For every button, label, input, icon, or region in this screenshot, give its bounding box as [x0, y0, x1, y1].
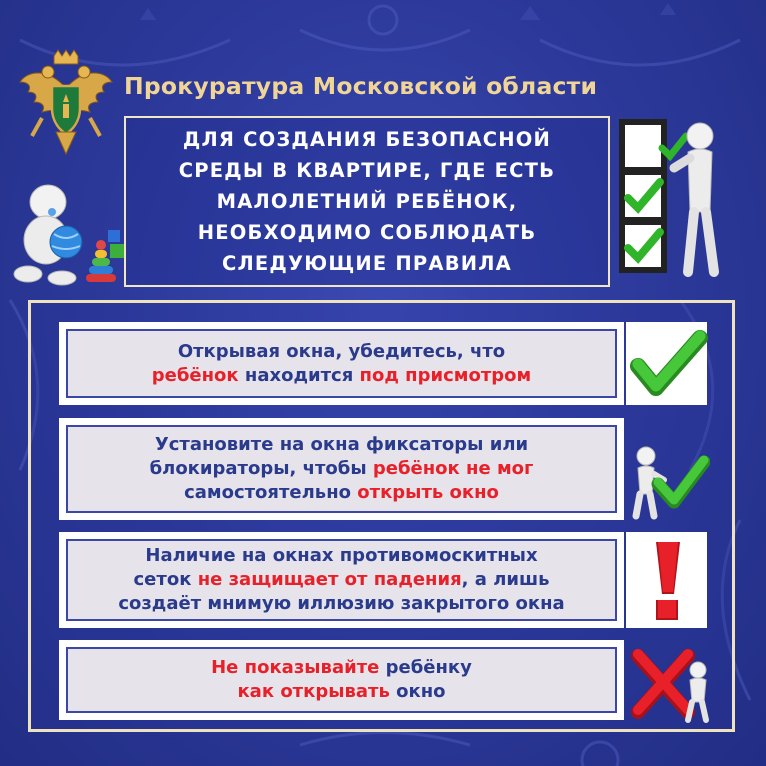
rule-text-4 — [211, 656, 472, 704]
rule-card-3 — [59, 532, 624, 628]
intro-box — [124, 116, 610, 287]
rule-card-inner — [66, 539, 617, 621]
rule-text-2 — [150, 433, 534, 505]
rule-card-inner — [66, 329, 617, 398]
rule-3-line-3: создаёт мнимую иллюзию закрытого окна — [118, 593, 565, 614]
checkmark-icon — [628, 326, 708, 406]
rule-2-highlight-child-cannot: ребёнок не мог — [372, 458, 534, 479]
rule-4-highlight-do-not-show: Не показывайте — [211, 657, 380, 678]
person-cross-icon — [630, 644, 714, 724]
rule-4-highlight-how-to-open: как открывать — [237, 681, 390, 702]
person-checkmark-icon — [626, 438, 710, 522]
prosecutor-emblem-icon — [18, 48, 114, 156]
rule-card-inner — [66, 647, 617, 713]
rule-4-line-2-end: окно — [389, 681, 446, 702]
rule-card-4 — [59, 640, 624, 720]
rule-card-2 — [59, 418, 624, 520]
rule-1-highlight-supervision: под присмотром — [359, 364, 532, 386]
rule-1-line-1: Открывая окна, убедитесь, что — [177, 340, 506, 362]
rule-2-line-3-start: самостоятельно — [184, 482, 358, 503]
rule-2-line-2-start: блокираторы, чтобы — [149, 458, 373, 479]
rule-card-1 — [59, 322, 624, 405]
rule-3-line-2-end: , а лишь — [461, 569, 550, 590]
baby-with-toys-illustration — [12, 182, 128, 292]
rule-text-3 — [118, 544, 564, 616]
rule-3-line-1: Наличие на окнах противомоскитных — [145, 545, 538, 566]
checklist-person-illustration — [614, 118, 724, 288]
rule-1-highlight-child: ребёнок — [151, 364, 239, 386]
rule-2-line-1: Установите на окна фиксаторы или — [154, 434, 529, 455]
exclamation-icon — [630, 538, 706, 624]
rule-3-line-2-start: сеток — [133, 569, 198, 590]
rule-2-highlight-open-window: открыть окно — [357, 482, 499, 503]
intro-text: ДЛЯ СОЗДАНИЯ БЕЗОПАСНОЙ СРЕДЫ В КВАРТИРЕ, ГДЕ ЕСТЬ МАЛОЛЕТНИЙ РЕБЁНОК, НЕОБХОДИМО СОБЛЮДАТЬ СЛЕДУЮЩИЕ ПРАВИЛА — [178, 128, 556, 275]
rule-1-text-middle: находится — [238, 364, 360, 386]
rule-3-highlight-no-protection: не защищает от падения — [197, 569, 462, 590]
rule-4-line-1-end: ребёнку — [379, 657, 472, 678]
organization-title: Прокуратура Московской области — [124, 72, 598, 100]
rule-card-inner — [66, 425, 617, 513]
rule-text-1 — [152, 340, 531, 388]
